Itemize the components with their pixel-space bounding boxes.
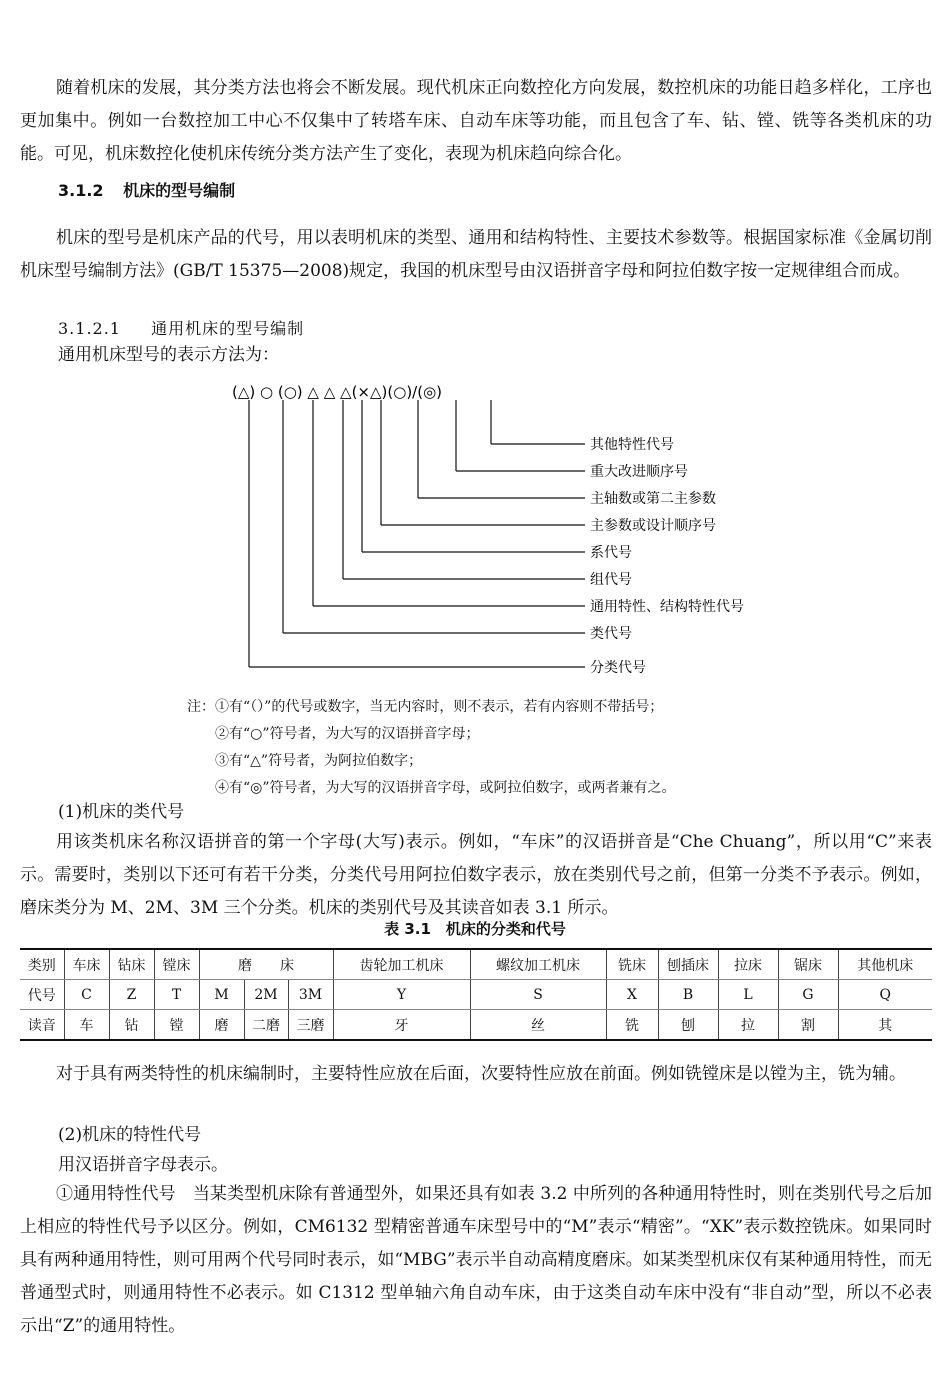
table-cell: 割 <box>778 1010 838 1041</box>
label-main-parameter: 主参数或设计顺序号 <box>590 518 716 534</box>
label-category-code: 分类代号 <box>590 660 646 676</box>
table-row-category <box>20 949 932 980</box>
table-cell: 镗床 <box>154 949 199 980</box>
table-caption: 表 3.1 机床的分类和代号 <box>384 920 566 938</box>
table-cell: 车 <box>64 1010 109 1041</box>
section-paragraph: 机床的型号是机床产品的代号，用以表明机床的类型、通用和结构特性、主要技术参数等。根据国家标准《金属切削机床型号编制方法》(GB/T 15375—2008)规定，我国的机床型号由汉语拼音字母和阿拉伯数字按一定规律组合而成。 <box>20 228 932 281</box>
table-cell: 拉 <box>718 1010 778 1041</box>
table-cell: S <box>470 980 606 1010</box>
section-title: 机床的型号编制 <box>123 181 236 200</box>
table-cell: 铣床 <box>606 949 658 980</box>
subsection-heading <box>58 316 304 339</box>
machine-class-table <box>20 948 932 1041</box>
table-cell: 二磨 <box>244 1010 288 1041</box>
table-cell: B <box>658 980 718 1010</box>
label-other-feature-code: 其他特性代号 <box>590 437 674 453</box>
feature-code-heading: (2)机床的特性代号 <box>58 1125 202 1145</box>
table-cell: Q <box>838 980 932 1010</box>
table-cell: G <box>778 980 838 1010</box>
dual-characteristic-paragraph: 对于具有两类特性的机床编制时，主要特性应放在后面，次要特性应放在前面。例如铣镗床是以镗为主，铣为辅。 <box>56 1064 906 1084</box>
table-cell: 代号 <box>20 980 64 1010</box>
table-cell: 2M <box>244 980 288 1010</box>
table-cell: 钻床 <box>109 949 154 980</box>
label-spindle-count: 主轴数或第二主参数 <box>590 491 716 507</box>
section-heading <box>58 178 235 201</box>
note-item: 注：①有“（）”的代号或数字，当无内容时，则不表示，若有内容则不带括号； <box>187 699 664 715</box>
table-cell: 刨 <box>658 1010 718 1041</box>
subsection-title: 通用机床的型号编制 <box>151 319 305 338</box>
model-format-diagram <box>0 370 950 685</box>
table-cell: Z <box>109 980 154 1010</box>
label-group-code: 组代号 <box>590 572 632 588</box>
table-cell: 类别 <box>20 949 64 980</box>
table-cell: X <box>606 980 658 1010</box>
table-cell: 3M <box>288 980 333 1010</box>
diagram-notes <box>187 694 676 802</box>
table-cell: 刨插床 <box>658 949 718 980</box>
section-number: 3.1.2 <box>58 181 104 200</box>
table-cell: 锯床 <box>778 949 838 980</box>
table-cell: 磨 <box>199 1010 244 1041</box>
class-code-paragraph: 用该类机床名称汉语拼音的第一个字母(大写)表示。例如，“车床”的汉语拼音是“Che Chuang”，所以用“C”来表示。需要时，类别以下还可有若干分类，分类代号用阿拉伯数字表示，放在类别代号之前，但第一分类不予表示。例如，磨床类分为 M、2M、3M 三个分类。机床的类别代号及其读音如表 3.1 所示。 <box>20 832 932 918</box>
table-row-code <box>20 980 932 1010</box>
table-cell: 车床 <box>64 949 109 980</box>
class-code-heading: (1)机床的类代号 <box>58 802 185 822</box>
table-row-pronunciation <box>20 1010 932 1041</box>
table-cell: C <box>64 980 109 1010</box>
table-cell: 螺纹加工机床 <box>470 949 606 980</box>
label-class-code: 类代号 <box>590 626 632 642</box>
table-cell: 齿轮加工机床 <box>333 949 470 980</box>
leader-lines <box>249 400 585 667</box>
table-cell: 拉床 <box>718 949 778 980</box>
note-item: ②有“○”符号者，为大写的汉语拼音字母； <box>215 726 480 742</box>
subsection-number: 3.1.2.1 <box>58 319 121 338</box>
code-format-text: (△) ○ (○) △ △ △(×△)(○)/(◎) <box>232 383 443 401</box>
table-cell: T <box>154 980 199 1010</box>
note-item: ④有“◎”符号者，为大写的汉语拼音字母，或阿拉伯数字，或两者兼有之。 <box>215 780 676 796</box>
table-cell: 其他机床 <box>838 949 932 980</box>
table-cell: Y <box>333 980 470 1010</box>
label-series-code: 系代号 <box>590 545 632 561</box>
table-cell: 读音 <box>20 1010 64 1041</box>
intro-paragraph: 随着机床的发展，其分类方法也将会不断发展。现代机床正向数控化方向发展，数控机床的功能日趋多样化，工序也更加集中。例如一台数控加工中心不仅集中了转塔车床、自动车床等功能，而且包含了车、钻、镗、铣等各类机床的功能。可见，机床数控化使机床传统分类方法产生了变化，表现为机床趋向综合化。 <box>20 78 932 164</box>
table-cell: 镗 <box>154 1010 199 1041</box>
note-item: ③有“△”符号者，为阿拉伯数字； <box>215 753 423 769</box>
table-cell: 磨 床 <box>199 949 333 980</box>
table-cell: M <box>199 980 244 1010</box>
table-cell: 铣 <box>606 1010 658 1041</box>
table-cell: L <box>718 980 778 1010</box>
table-cell: 牙 <box>333 1010 470 1041</box>
table-cell: 其 <box>838 1010 932 1041</box>
general-feature-paragraph: ①通用特性代号 当某类型机床除有普通型外，如果还具有如表 3.2 中所列的各种通用特性时，则在类别代号之后加上相应的特性代号予以区分。例如，CM6132 型精密普通车床型号中的“M”表示“精密”。“XK”表示数控铣床。如果同时具有两种通用特性，则可用两个代号同时表示，如“MBG”表示半自动高精度磨床。如某类型机床仅有某种通用特性，而无普通型式时，则通用特性不必表示。如 C1312 型单轴六角自动车床，由于这类自动车床中没有“非自动”型，所以不必表示出“Z”的通用特性。 <box>20 1184 932 1336</box>
feature-code-intro: 用汉语拼音字母表示。 <box>58 1155 228 1175</box>
representation-intro: 通用机床型号的表示方法为： <box>58 345 279 365</box>
table-cell: 三磨 <box>288 1010 333 1041</box>
table-cell: 钻 <box>109 1010 154 1041</box>
label-major-improvement-no: 重大改进顺序号 <box>590 464 688 480</box>
label-feature-code: 通用特性、结构特性代号 <box>590 599 744 615</box>
table-cell: 丝 <box>470 1010 606 1041</box>
